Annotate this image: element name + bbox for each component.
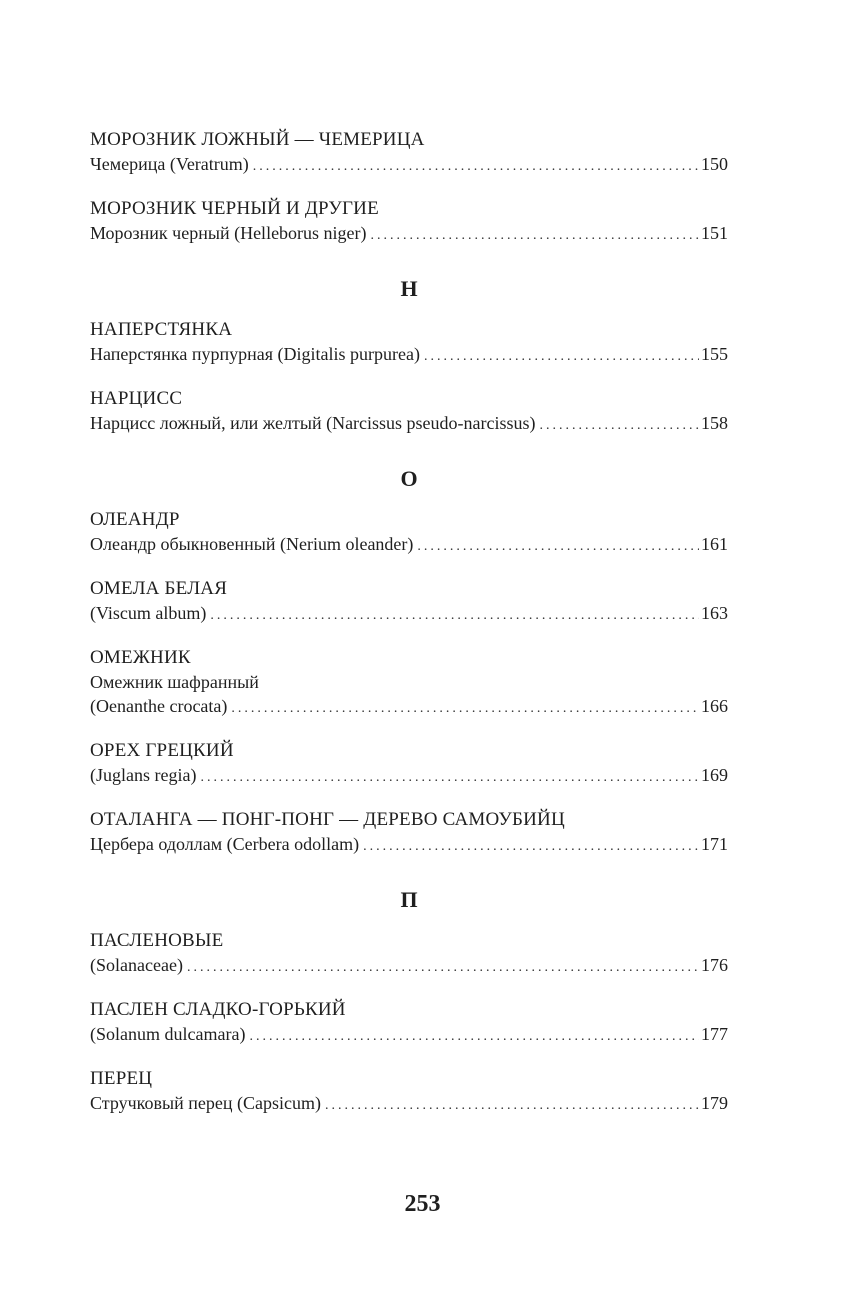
toc-page-number: 177	[701, 1024, 728, 1044]
toc-page-number: 171	[701, 834, 728, 854]
entry-title: ОРЕХ ГРЕЦКИЙ	[90, 740, 234, 761]
toc-entry-text: (Oenanthe crocata)	[90, 696, 228, 716]
toc-page-number: 176	[701, 955, 728, 975]
toc-section	[90, 276, 728, 438]
section-letter-heading: О	[400, 466, 418, 491]
entry-title: ОМЕЛА БЕЛАЯ	[90, 578, 228, 599]
toc-entry	[90, 508, 728, 559]
entry-title: ПЕРЕЦ	[90, 1068, 153, 1089]
toc-page-number: 150	[701, 154, 728, 174]
table-of-contents	[90, 128, 728, 1136]
toc-entry	[90, 577, 728, 628]
dot-leader	[363, 835, 699, 859]
toc-entry-text: Нарцисс ложный, или желтый (Narcissus pseudo-narcissus)	[90, 413, 536, 433]
toc-section	[90, 887, 728, 1118]
toc-entry	[90, 998, 728, 1049]
entry-title: ПАСЛЕНОВЫЕ	[90, 930, 224, 951]
toc-line[interactable]	[90, 1091, 728, 1118]
dot-leader	[231, 697, 699, 721]
toc-entry-text: (Viscum album)	[90, 603, 207, 623]
toc-entry	[90, 929, 728, 980]
dot-leader	[210, 604, 699, 628]
toc-section	[90, 128, 728, 248]
dot-leader	[253, 155, 699, 179]
toc-line[interactable]	[90, 152, 728, 179]
section-letter-heading: П	[400, 887, 418, 912]
toc-line[interactable]	[90, 221, 728, 248]
toc-page-number: 179	[701, 1093, 728, 1113]
entry-title: ОЛЕАНДР	[90, 509, 180, 530]
toc-page-number: 151	[701, 223, 728, 243]
toc-entry	[90, 197, 728, 248]
toc-entry	[90, 646, 728, 721]
entry-title: ОМЕЖНИК	[90, 647, 191, 668]
toc-entry-text: (Solanum dulcamara)	[90, 1024, 246, 1044]
toc-entry-text: Чемерица (Veratrum)	[90, 154, 249, 174]
toc-line[interactable]	[90, 832, 728, 859]
entry-title: НАПЕРСТЯНКА	[90, 319, 233, 340]
toc-page-number: 163	[701, 603, 728, 623]
toc-page-number: 161	[701, 534, 728, 554]
dot-leader	[417, 535, 699, 559]
toc-entry	[90, 387, 728, 438]
toc-line[interactable]	[90, 694, 728, 721]
entry-title: МОРОЗНИК ЧЕРНЫЙ И ДРУГИЕ	[90, 198, 379, 219]
toc-entry-text: Олеандр обыкновенный (Nerium oleander)	[90, 534, 414, 554]
dot-leader	[187, 956, 699, 980]
dot-leader	[200, 766, 699, 790]
toc-entry	[90, 739, 728, 790]
dot-leader	[424, 345, 699, 369]
toc-entry	[90, 808, 728, 859]
toc-entry	[90, 1067, 728, 1118]
entry-subtitle: Омежник шафранный	[90, 672, 259, 692]
toc-page-number: 155	[701, 344, 728, 364]
toc-entry-text: Цербера одоллам (Cerbera odollam)	[90, 834, 360, 854]
toc-page-number: 158	[701, 413, 728, 433]
entry-title: НАРЦИСС	[90, 388, 183, 409]
toc-entry-text: Наперстянка пурпурная (Digitalis purpurea)	[90, 344, 420, 364]
toc-line[interactable]	[90, 953, 728, 980]
entry-title: МОРОЗНИК ЛОЖНЫЙ — ЧЕМЕРИЦА	[90, 129, 425, 150]
toc-entry-text: (Solanaceae)	[90, 955, 183, 975]
toc-page-number: 169	[701, 765, 728, 785]
page-number: 253	[404, 1191, 441, 1217]
toc-line[interactable]	[90, 601, 728, 628]
toc-entry-text: Морозник черный (Helleborus niger)	[90, 223, 367, 243]
dot-leader	[371, 224, 699, 248]
toc-section	[90, 466, 728, 859]
entry-title: ОТАЛАНГА — ПОНГ-ПОНГ — ДЕРЕВО САМОУБИЙЦ	[90, 809, 565, 830]
dot-leader	[249, 1025, 699, 1049]
toc-line[interactable]	[90, 532, 728, 559]
toc-line[interactable]	[90, 411, 728, 438]
section-letter-heading: Н	[400, 276, 418, 301]
entry-title: ПАСЛЕН СЛАДКО-ГОРЬКИЙ	[90, 999, 346, 1020]
toc-line[interactable]	[90, 763, 728, 790]
toc-entry-text: (Juglans regia)	[90, 765, 197, 785]
toc-entry	[90, 128, 728, 179]
toc-line[interactable]	[90, 342, 728, 369]
toc-entry-text: Стручковый перец (Capsicum)	[90, 1093, 321, 1113]
dot-leader	[325, 1094, 699, 1118]
dot-leader	[540, 414, 699, 438]
toc-entry	[90, 318, 728, 369]
toc-line[interactable]	[90, 1022, 728, 1049]
toc-page-number: 166	[701, 696, 728, 716]
